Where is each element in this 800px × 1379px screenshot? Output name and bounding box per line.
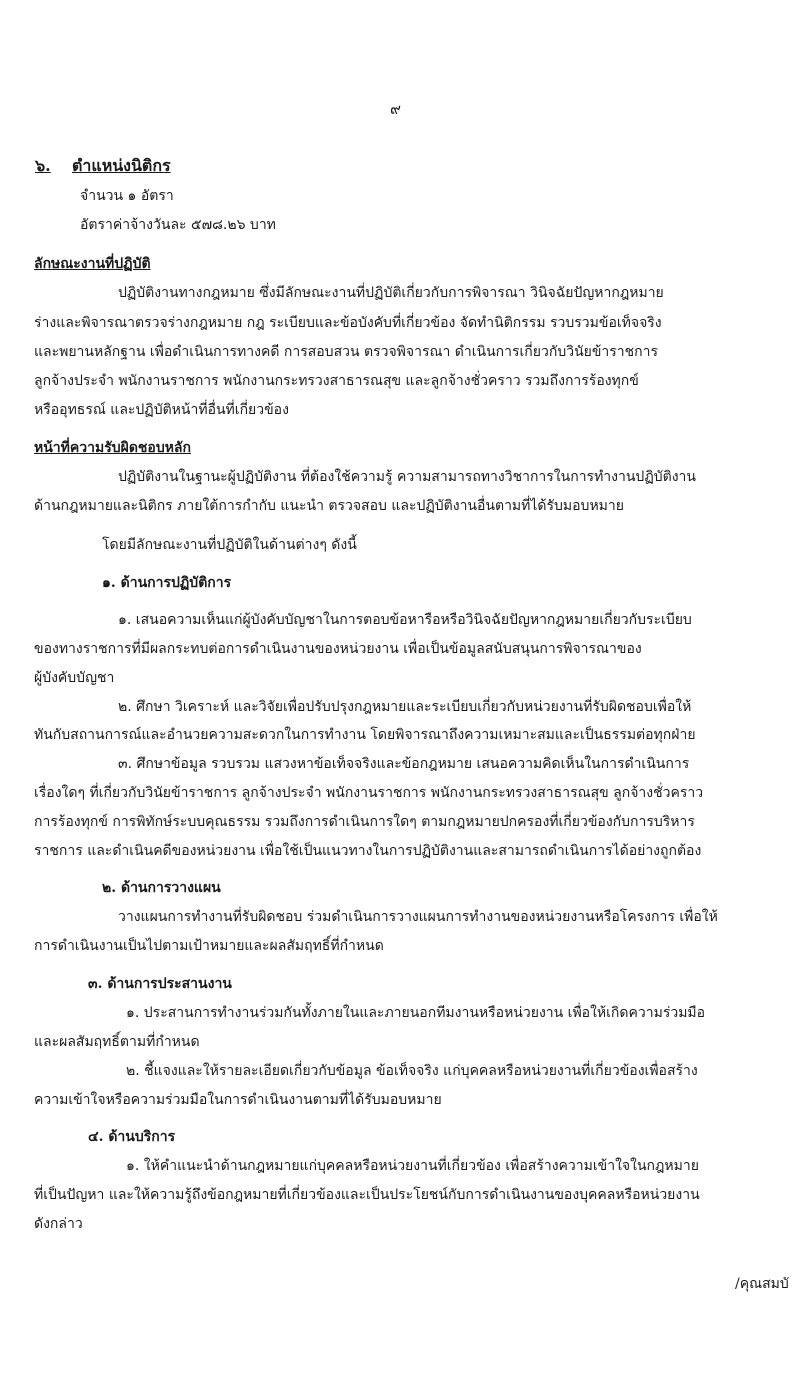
area-line: ราชการ และดำเนินคดีของหน่วยงาน เพื่อใช้เป็นแนวทางในการปฏิบัติงานและสามารถดำเนินการได้อย่างถูกต้อง <box>34 843 702 859</box>
area-line: ๑. ประสานการทำงานร่วมกันทั้งภายในและภายนอกทีมงานหรือหน่วยงาน เพื่อให้เกิดความร่วมมือ <box>126 1005 706 1021</box>
area-line: การร้องทุกข์ การพิทักษ์ระบบคุณธรรม รวมถึงการดำเนินการใดๆ ตามกฎหมายปกครองที่เกี่ยวข้องกับการบริหาร <box>34 814 695 830</box>
area-line: ของทางราชการที่มีผลกระทบต่อการดำเนินงานของหน่วยงาน เพื่อเป็นข้อมูลสนับสนุนการพิจารณาของ <box>34 641 642 657</box>
area-line: ๑. ให้คำแนะนำด้านกฎหมายแก่บุคคลหรือหน่วยงานที่เกี่ยวข้อง เพื่อสร้างความเข้าใจในกฎหมาย <box>126 1158 699 1174</box>
area-title-coordination: ๓. ด้านการประสานงาน <box>88 976 232 992</box>
area-title-planning: ๒. ด้านการวางแผน <box>102 880 221 896</box>
job-nature-heading: ลักษณะงานที่ปฏิบัติ <box>34 256 151 272</box>
duties-heading: หน้าที่ความรับผิดชอบหลัก <box>34 440 191 456</box>
duties-intro-line: ด้านกฎหมายและนิติกร ภายใต้การกำกับ แนะนำ ตรวจสอบ และปฏิบัติงานอื่นตามที่ได้รับมอบหมาย <box>34 498 624 514</box>
area-title-operations: ๑. ด้านการปฏิบัติการ <box>102 575 232 591</box>
position-wage: อัตราค่าจ้างวันละ ๕๗๘.๒๖ บาท <box>80 217 276 233</box>
job-nature-line: ร่างและพิจารณาตรวจร่างกฎหมาย กฎ ระเบียบและข้อบังคับที่เกี่ยวข้อง จัดทำนิติกรรม รวบรวมข้อเท็จจริง <box>34 315 662 331</box>
area-line: วางแผนการทำงานที่รับผิดชอบ ร่วมดำเนินการวางแผนการทำงานของหน่วยงานหรือโครงการ เพื่อให้ <box>118 909 718 925</box>
area-line: ๓. ศึกษาข้อมูล รวบรวม แสวงหาข้อเท็จจริงและข้อกฎหมาย เสนอความคิดเห็นในการดำเนินการ <box>118 756 690 772</box>
area-line: เรื่องใดๆ ที่เกี่ยวกับวินัยข้าราชการ ลูกจ้างประจำ พนักงานราชการ พนักงานกระทรวงสาธารณสุข ลูกจ้างชั่วคราว <box>34 785 704 801</box>
area-line: ทันกับสถานการณ์และอำนวยความสะดวกในการทำงาน โดยพิจารณาถึงความเหมาะสมและเป็นธรรมต่อทุกฝ่าย <box>34 727 696 743</box>
area-line: ๒. ชี้แจงและให้รายละเอียดเกี่ยวกับข้อมูล ข้อเท็จจริง แก่บุคคลหรือหน่วยงานที่เกี่ยวข้องเพื่อสร้าง <box>126 1063 698 1079</box>
job-nature-line: ปฏิบัติงานทางกฎหมาย ซึ่งมีลักษณะงานที่ปฏิบัติเกี่ยวกับการพิจารณา วินิจฉัยปัญหากฎหมาย <box>118 285 664 301</box>
job-nature-line: และพยานหลักฐาน เพื่อดำเนินการทางคดี การสอบสวน ตรวจพิจารณา ดำเนินการเกี่ยวกับวินัยข้าราชการ <box>34 344 659 360</box>
position-title: ตำแหน่งนิติกร <box>72 156 171 175</box>
area-line: การดำเนินงานเป็นไปตามเป้าหมายและผลสัมฤทธิ์ที่กำหนด <box>34 938 384 954</box>
area-line: ผู้บังคับบัญชา <box>34 670 115 686</box>
continued-marker: /คุณสมบั <box>735 1276 789 1292</box>
area-line: ๑. เสนอความเห็นแก่ผู้บังคับบัญชาในการตอบข้อหารือหรือวินิจฉัยปัญหากฎหมายเกี่ยวกับระเบียบ <box>118 612 692 628</box>
position-number: ๖. <box>35 156 51 175</box>
area-line: ความเข้าใจหรือความร่วมมือในการดำเนินงานตามที่ได้รับมอบหมาย <box>34 1092 442 1108</box>
duties-lead: โดยมีลักษณะงานที่ปฏิบัติในด้านต่างๆ ดังนี้ <box>102 537 357 553</box>
duties-intro-line: ปฏิบัติงานในฐานะผู้ปฏิบัติงาน ที่ต้องใช้ความรู้ ความสามารถทางวิชาการในการทำงานปฏิบัติงาน <box>118 469 696 485</box>
area-title-service: ๔. ด้านบริการ <box>88 1129 176 1145</box>
area-line: ที่เป็นปัญหา และให้ความรู้ถึงข้อกฎหมายที่เกี่ยวข้องและเป็นประโยชน์กับการดำเนินงานของบุคคลหรือหน่วยงาน <box>34 1187 700 1203</box>
page-number: ๙ <box>390 100 401 118</box>
area-line: ดังกล่าว <box>34 1216 83 1232</box>
job-nature-line: ลูกจ้างประจำ พนักงานราชการ พนักงานกระทรวงสาธารณสุข และลูกจ้างชั่วคราว รวมถึงการร้องทุกข์ <box>34 373 639 389</box>
area-line: ๒. ศึกษา วิเคราะห์ และวิจัยเพื่อปรับปรุงกฎหมายและระเบียบเกี่ยวกับหน่วยงานที่รับผิดชอบเพื่อให้ <box>118 699 692 715</box>
job-nature-line: หรืออุทธรณ์ และปฏิบัติหน้าที่อื่นที่เกี่ยวข้อง <box>34 402 289 418</box>
position-count: จำนวน ๑ อัตรา <box>80 188 174 204</box>
area-line: และผลสัมฤทธิ์ตามที่กำหนด <box>34 1034 200 1050</box>
